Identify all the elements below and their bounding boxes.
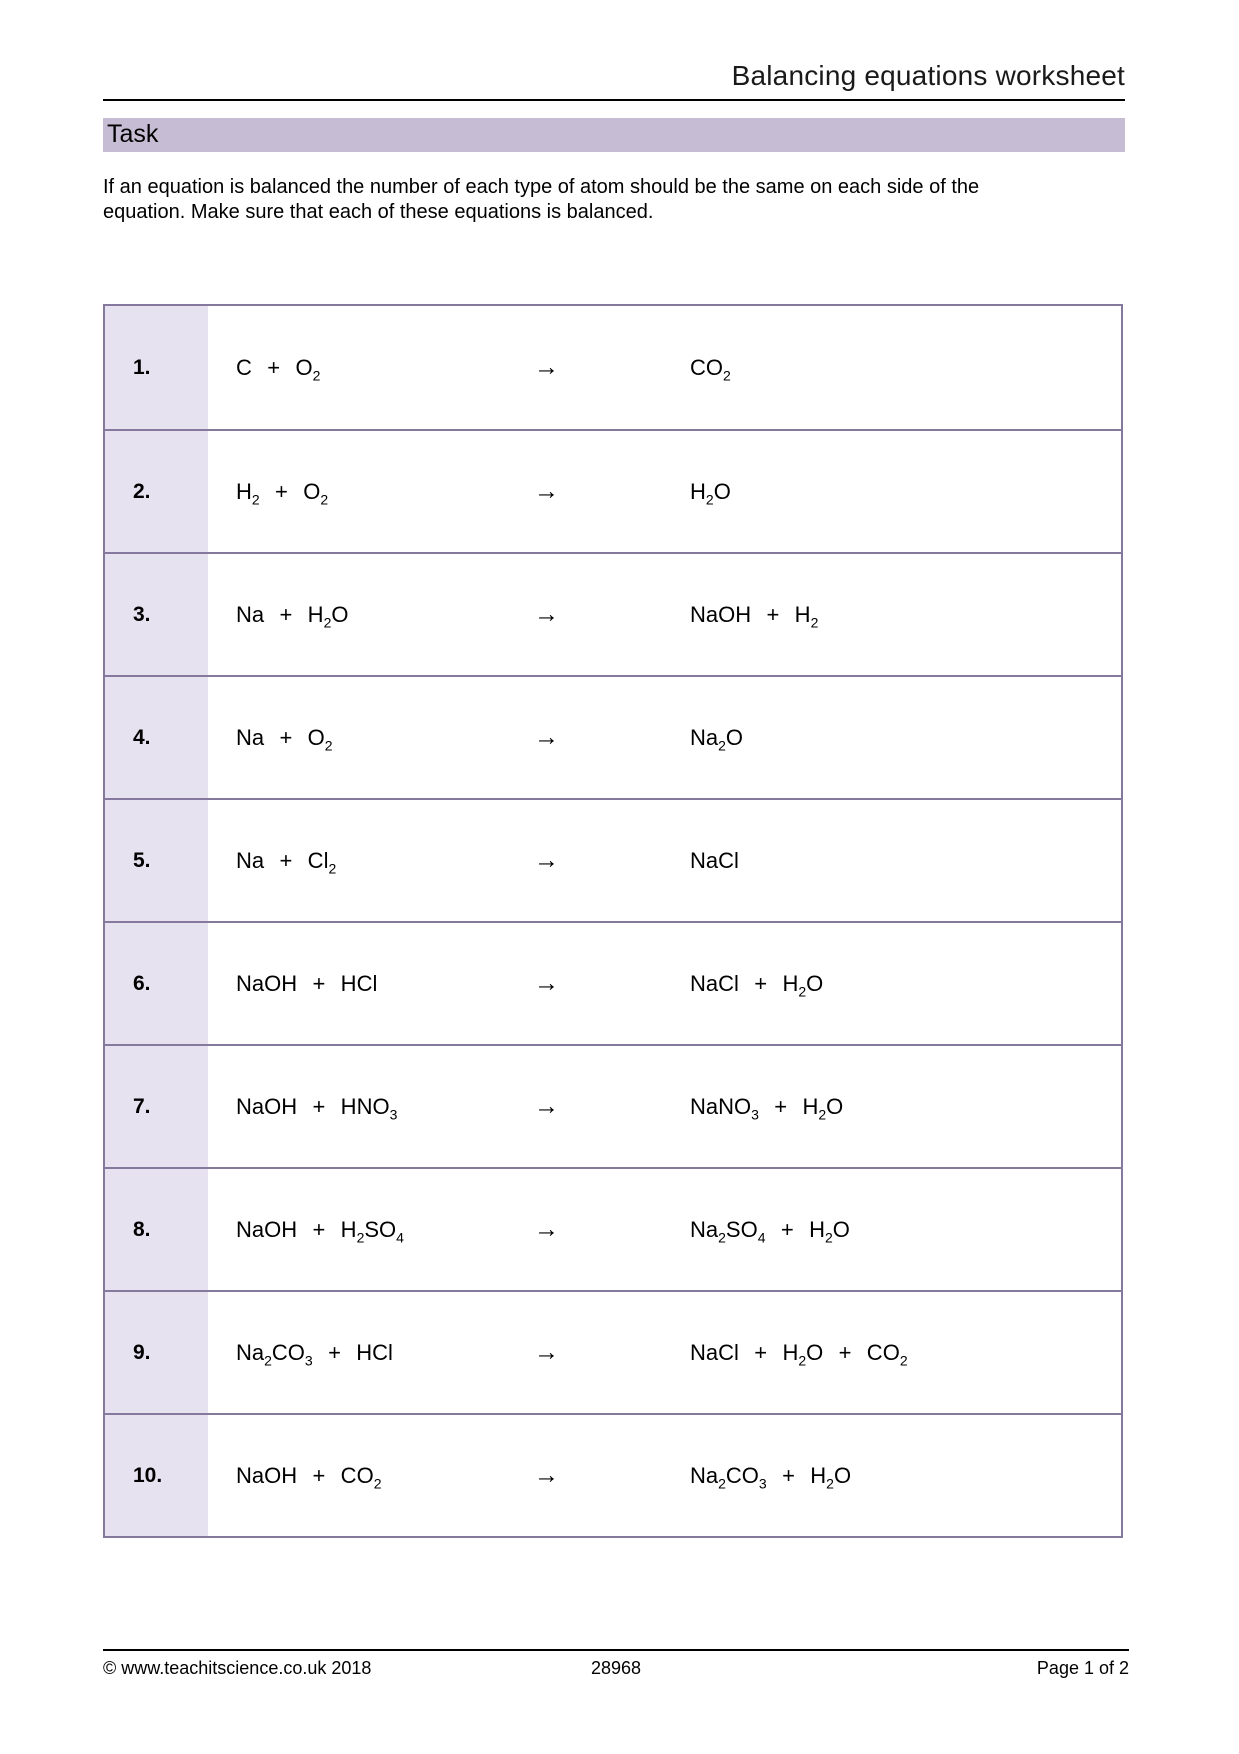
row-number: 1. — [105, 306, 208, 429]
task-banner: Task — [103, 118, 1125, 152]
footer-page-number: Page 1 of 2 — [1036, 1658, 1129, 1678]
arrow-icon: → — [534, 969, 559, 997]
table-row — [105, 675, 1121, 798]
arrow-icon: → — [534, 1215, 559, 1243]
reactants: $Na_2CO_3$ + HCl — [236, 1339, 393, 1368]
products: $Na_2CO_3 + H_2O$ — [690, 1462, 852, 1491]
products: $H_2O$ — [690, 478, 731, 507]
products: $CO_2$ — [690, 354, 731, 383]
table-row — [105, 552, 1121, 675]
arrow-icon: → — [534, 1092, 559, 1120]
products: NaCl — [690, 847, 739, 873]
table-row — [105, 306, 1121, 429]
table-row — [105, 429, 1121, 552]
row-number: 4. — [105, 677, 208, 798]
reactants: $Na + Cl_2$ — [236, 847, 337, 876]
header-divider — [103, 99, 1125, 101]
table-row — [105, 798, 1121, 921]
arrow-icon: → — [534, 1461, 559, 1489]
reactants: $H_2 + O_2$ — [236, 478, 329, 507]
equation — [208, 554, 1121, 675]
reactants: $C + O_2$ — [236, 354, 321, 383]
row-number: 5. — [105, 800, 208, 921]
table-row — [105, 1167, 1121, 1290]
equation — [208, 1046, 1121, 1167]
table-row — [105, 1044, 1121, 1167]
equation — [208, 306, 1121, 429]
reactants: $Na + H_2O$ — [236, 601, 349, 630]
products: NaCl + $H_2O + CO_2$ — [690, 1339, 908, 1368]
products: NaCl + $H_2O$ — [690, 970, 824, 999]
table-row — [105, 1413, 1121, 1536]
products: $Na_2O$ — [690, 724, 744, 753]
row-number: 2. — [105, 431, 208, 552]
table-row — [105, 1290, 1121, 1413]
arrow-icon: → — [534, 1338, 559, 1366]
reactants: NaOH + $HNO_3$ — [236, 1093, 398, 1122]
equation — [208, 677, 1121, 798]
arrow-icon: → — [534, 353, 559, 381]
row-number: 9. — [105, 1292, 208, 1413]
reactants: $Na + O_2$ — [236, 724, 333, 753]
products: NaOH + $H_2$ — [690, 601, 819, 630]
page-footer — [103, 1649, 1129, 1679]
equation — [208, 923, 1121, 1044]
products: NaNO$_3$ + $H_2O$ — [690, 1093, 844, 1122]
task-description: If an equation is balanced the number of each type of atom should be the same on each side of the equation. Make sure that each of these equations is balanced. — [103, 176, 980, 223]
equation — [208, 1292, 1121, 1413]
arrow-icon: → — [534, 477, 559, 505]
row-number: 10. — [105, 1415, 208, 1536]
footer-doc-id: 28968 — [590, 1658, 642, 1678]
equations-table — [103, 304, 1123, 1538]
products: $Na_2SO_4 + H_2O$ — [690, 1216, 850, 1245]
row-number: 7. — [105, 1046, 208, 1167]
footer-copyright: © www.teachitscience.co.uk 2018 — [103, 1658, 372, 1678]
equation — [208, 800, 1121, 921]
page-header — [103, 0, 1125, 101]
arrow-icon: → — [534, 600, 559, 628]
table-row — [105, 921, 1121, 1044]
page-content — [103, 0, 1125, 1538]
reactants: NaOH + HCl — [236, 970, 378, 996]
reactants: NaOH + $H_2SO_4$ — [236, 1216, 404, 1245]
equation — [208, 1415, 1121, 1536]
equation — [208, 1169, 1121, 1290]
row-number: 8. — [105, 1169, 208, 1290]
equation — [208, 431, 1121, 552]
arrow-icon: → — [534, 846, 559, 874]
reactants: NaOH + $CO_2$ — [236, 1462, 382, 1491]
row-number: 6. — [105, 923, 208, 1044]
row-number: 3. — [105, 554, 208, 675]
arrow-icon: → — [534, 723, 559, 751]
page-title: Balancing equations worksheet — [731, 60, 1125, 91]
